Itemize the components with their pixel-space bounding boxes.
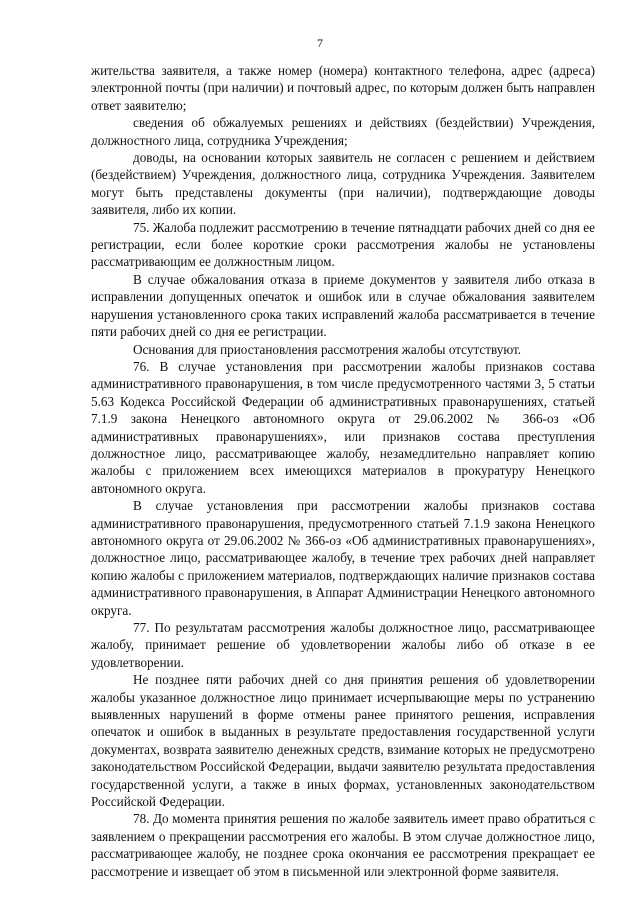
paragraph: Основания для приостановления рассмотрения жалобы отсутствуют. — [133, 341, 522, 357]
body-text — [91, 62, 595, 880]
paragraph: жительства заявителя, а также номер (номера) контактного телефона, адрес (адреса) электронной почты (при наличии) и почтовый адрес, по которым должен быть направлен ответ заявителю; — [91, 63, 595, 113]
paragraph: 75. Жалоба подлежит рассмотрению в течение пятнадцати рабочих дней со дня ее регистрации, если более короткие сроки рассмотрения жалобы не установлены рассматривающим ее должностным лицом. — [91, 219, 595, 270]
page-number: 7 — [317, 36, 323, 50]
paragraph: доводы, на основании которых заявитель не согласен с решением и действием (бездействием) Учреждения, должностного лица, сотрудника Учреждения. Заявителем могут быть представлены документы (при наличии), подтверждающие доводы заявителя, либо их копии. — [91, 150, 595, 218]
paragraph: В случае обжалования отказа в приеме документов у заявителя либо отказа в исправлении допущенных опечаток и ошибок или в случае обжалования заявителем нарушения установленного срока таких исправлений жалоба рассматривается в течение пяти рабочих дней со дня ее регистрации. — [91, 271, 595, 340]
paragraph: В случае установления при рассмотрении жалобы признаков состава административного правонарушения, предусмотренного статьей 7.1.9 закона Ненецкого автономного округа от 29.06.2002 № 366-оз «Об административных правонарушениях», должностное лицо, рассматривающее жалобу, в течение трех рабочих дней направляет копию жалобы с приложением материалов, подтверждающих наличие признаков состава административного правонарушения, в Аппарат Администрации Ненецкого автономного округа. — [91, 498, 595, 618]
paragraph: сведения об обжалуемых решениях и действиях (бездействии) Учреждения, должностного лица, сотрудника Учреждения; — [91, 115, 595, 148]
paragraph: 78. До момента принятия решения по жалобе заявитель имеет право обратиться с заявлением о прекращении рассмотрения его жалобы. В этом случае должностное лицо, рассматривающее жалобу, не позднее срока окончания ее рассмотрения прекращает ее рассмотрение и извещает об этом в письменной или электронной форме заявителя. — [91, 811, 595, 879]
paragraph: 76. В случае установления при рассмотрении жалобы признаков состава административного правонарушения, в том числе предусмотренного частями 3, 5 статьи 5.63 Кодекса Российской Федерации об административных правонарушениях, статьей 7.1.9 закона Ненецкого автономного округа от 29.06.2002 № 366-оз «Об административных правонарушениях», или признаков состава преступления должностное лицо, рассматривающее жалобу, незамедлительно направляет копию жалобы с приложением всех имеющихся материалов в прокуратуру Ненецкого автономного округа. — [91, 358, 595, 496]
paragraph: 77. По результатам рассмотрения жалобы должностное лицо, рассматривающее жалобу, принимает решение об удовлетворении жалобы либо об отказе в ее удовлетворении. — [91, 620, 595, 670]
paragraph: Не позднее пяти рабочих дней со дня принятия решения об удовлетворении жалобы указанное должностное лицо принимает исчерпывающие меры по устранению выявленных нарушений в форме отмены ранее принятого решения, исправления опечаток и ошибок в выданных в результате предоставления государственной услуги документах, возврата заявителю денежных средств, взимание которых не предусмотрено законодательством Российской Федерации, выдачи заявителю результата предоставления государственной услуги, а также в иных формах, установленных законодательством Российской Федерации. — [91, 672, 595, 810]
